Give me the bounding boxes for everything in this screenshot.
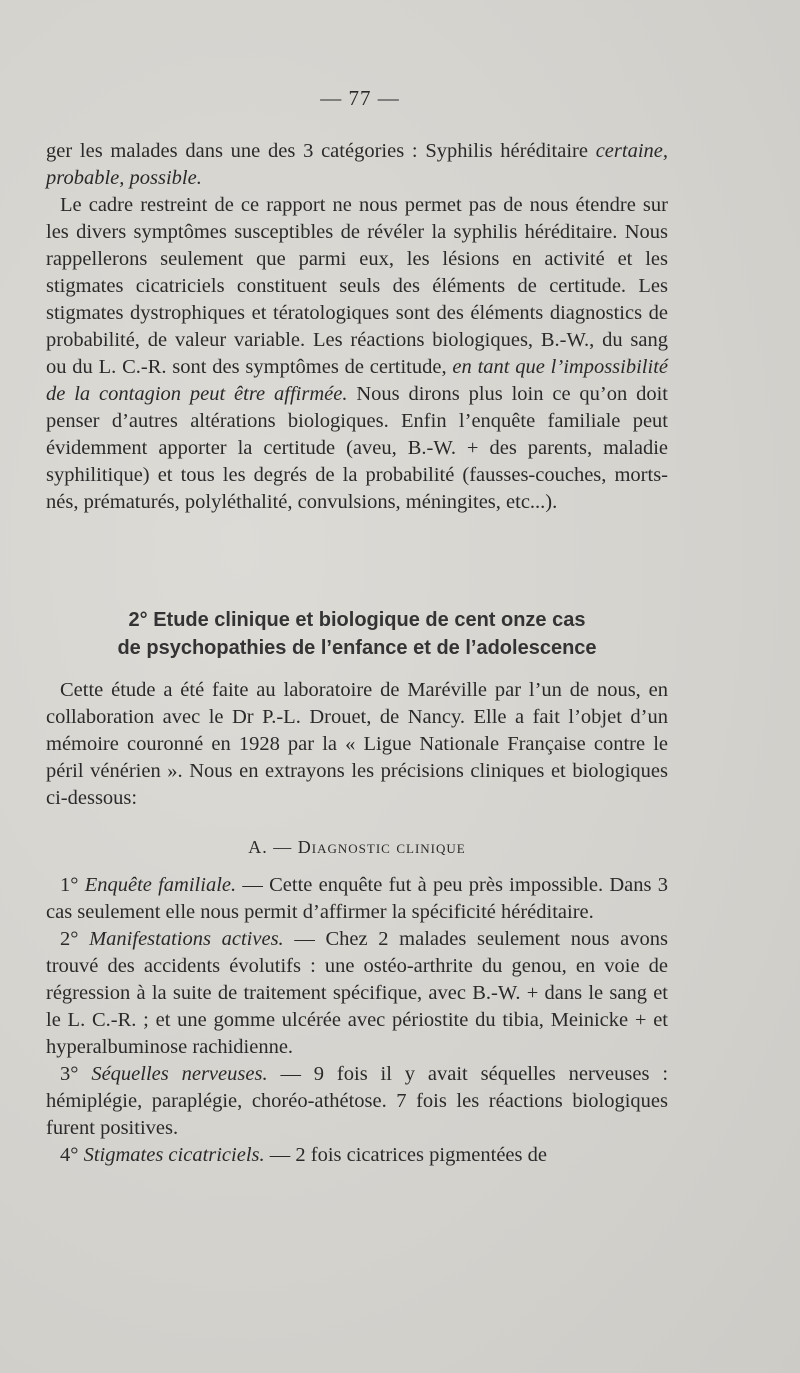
lead-text: ger les malades dans une des 3 catégories : Syphilis héréditaire: [46, 140, 596, 162]
study-paragraph: [46, 677, 668, 812]
item-title: Stigmates cicatriciels.: [83, 1144, 265, 1166]
study-paragraph-text: Cette étude a été faite au laboratoire de Maréville par l’un de nous, en collaboration avec le Dr P.-L. Drouet, de Nancy. Elle a fait l’objet d’un mémoire couronné en 1928 par la « Ligue Nationale Française contre le péril vénérien ». Nous en extrayons les précisions cliniques et biologiques ci-dessous:: [46, 679, 668, 809]
list-item: [46, 1061, 668, 1142]
item-title: Séquelles nerveuses.: [91, 1063, 268, 1085]
section-heading: [46, 606, 668, 662]
list-item: [46, 1142, 668, 1169]
body-text-b: Nous dirons plus loin ce qu’on doit penser d’autres altérations biologiques. Enfin l’enquête familiale peut évidemment apporter la certitude (aveu, B.-W. + des parents, maladie syphilitique) et tous les degrés de la probabilité (fausses-couches, morts-nés, prématurés, polyléthalité, convulsions, méningites, etc...).: [46, 383, 668, 513]
body-text-a: Le cadre restreint de ce rapport ne nous permet pas de nous étendre sur les divers symptômes susceptibles de révéler la syphilis héréditaire. Nous rappellerons seulement que parmi eux, les lésions en activité et les stigmates cicatriciels constituent seuls des éléments de certitude. Les stigmates dystrophiques et tératologiques sont des éléments diagnostics de probabilité, de valeur variable. Les réactions biologiques, B.-W., du sang ou du L. C.-R. sont des symptômes de certitude,: [46, 194, 668, 378]
item-title: Enquête familiale.: [84, 874, 237, 896]
subsection-title: Diagnostic clinique: [297, 837, 466, 857]
paragraph-body: [46, 192, 668, 516]
item-title: Manifestations actives.: [89, 928, 284, 950]
item-number: 4°: [60, 1144, 84, 1166]
page-number: — 77 —: [320, 86, 400, 110]
item-text: — 9 fois il y avait séquelles nerveuses : hémiplégie, paraplégie, choréo-athétose. 7 fois les réactions biologiques furent positives.: [46, 1063, 669, 1139]
body-italic: en tant que l’impossibilité de la contagion peut être affirmée.: [46, 356, 668, 405]
item-number: 2°: [60, 928, 90, 950]
section-heading-line-2: de psychopathies de l’enfance et de l’adolescence: [117, 637, 597, 659]
list-item: [46, 926, 668, 1061]
item-number: 3°: [60, 1063, 92, 1085]
item-text: — Cette enquête fut à peu près impossible. Dans 3 cas seulement elle nous permit d’affirmer la spécificité héréditaire.: [46, 874, 669, 923]
subsection-heading: [46, 837, 668, 858]
item-text: — Chez 2 malades seulement nous avons trouvé des accidents évolutifs : une ostéo-arthrite du genou, en voie de régression à la suite de traitement spécifique, avec B.-W. + dans le sang et le L. C.-R. ; et une gomme ulcérée avec périostite du tibia, Meinicke + et hyperalbuminose rachidienne.: [46, 928, 668, 1058]
paragraph-continuation: [46, 138, 668, 516]
item-number: 1°: [60, 874, 85, 896]
section-heading-line-1: 2° Etude clinique et biologique de cent onze cas: [128, 609, 586, 631]
numbered-items: [46, 872, 668, 1169]
subsection-letter: A. —: [248, 837, 298, 857]
list-item: [46, 872, 668, 926]
item-text: — 2 fois cicatrices pigmentées de: [264, 1144, 547, 1166]
paragraph-lead: [46, 138, 668, 192]
lead-italic: certaine, probable, possible.: [46, 140, 668, 189]
